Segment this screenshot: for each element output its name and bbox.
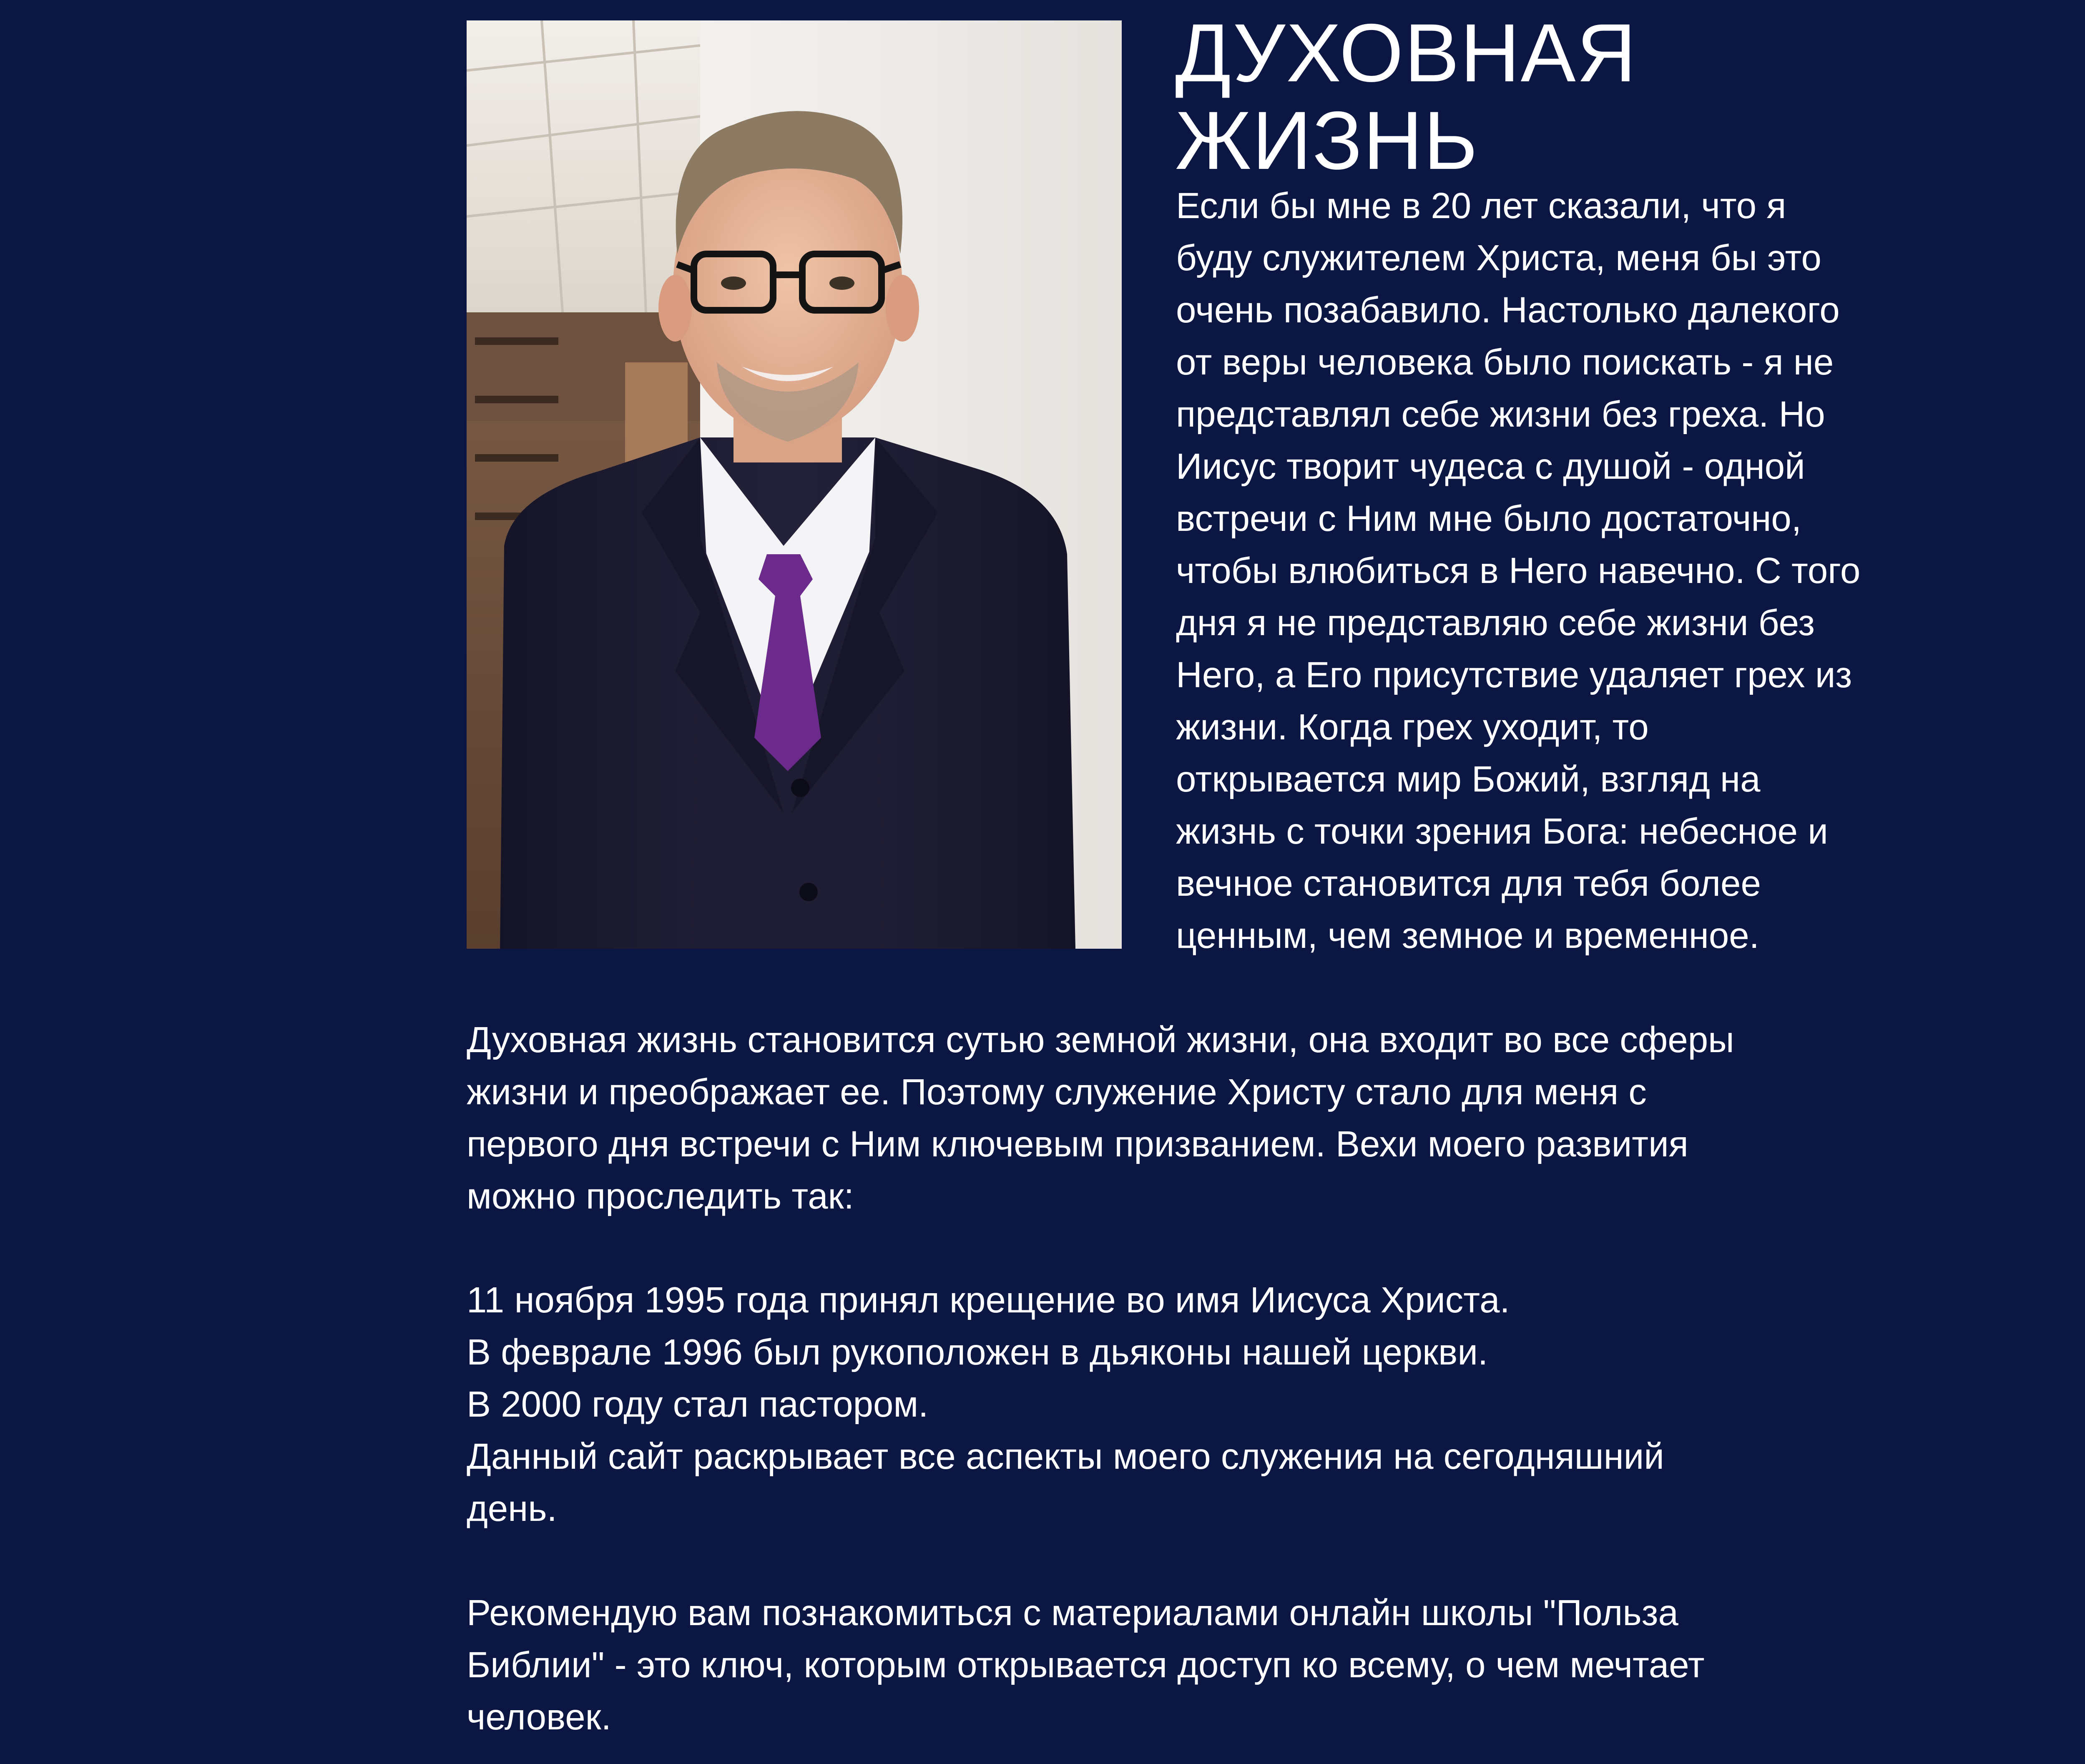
recommendation-line: Библии" - это ключ, которым открывается доступ ко всему, о чем мечтает	[467, 1645, 1705, 1685]
spiritual-life-paragraph	[467, 1014, 1968, 1222]
intro-line: дня я не представляю себе жизни без	[1176, 603, 1815, 643]
milestone-pastor: В 2000 году стал пастором.	[467, 1384, 929, 1425]
intro-line: чтобы влюбиться в Него навечно. С того	[1176, 550, 1861, 591]
recommendation-paragraph	[467, 1587, 1968, 1743]
recommendation-line: Рекомендую вам познакомиться с материалами онлайн школы "Польза	[467, 1593, 1678, 1633]
intro-line: открывается мир Божий, взгляд на	[1176, 759, 1761, 799]
intro-paragraph	[1176, 180, 1927, 962]
page-title-line-1: ДУХОВНАЯ	[1175, 7, 1637, 99]
milestone-deacon: В феврале 1996 был рукоположен в дьяконы нашей церкви.	[467, 1332, 1488, 1372]
intro-line: очень позабавило. Настолько далекого	[1176, 290, 1840, 330]
paragraph-line: можно проследить так:	[467, 1176, 854, 1216]
intro-line: Него, а Его присутствие удаляет грех из	[1176, 655, 1852, 695]
paragraph-line: жизни и преображает ее. Поэтому служение Христу стало для меня с	[467, 1072, 1647, 1112]
intro-line: от веры человека было поискать - я не	[1176, 342, 1834, 382]
intro-line: встречи с Ним мне было достаточно,	[1176, 498, 1801, 539]
milestone-site-cont: день.	[467, 1488, 557, 1529]
intro-line: Иисус творит чудеса с душой - одной	[1176, 446, 1805, 487]
portrait-photo	[467, 20, 1122, 949]
milestone-baptism: 11 ноября 1995 года принял крещение во имя Иисуса Христа.	[467, 1280, 1510, 1320]
milestone-site: Данный сайт раскрывает все аспекты моего служения на сегодняшний	[467, 1436, 1664, 1477]
page-title	[1175, 9, 1884, 184]
recommendation-line: человек.	[467, 1697, 611, 1737]
paragraph-line: Духовная жизнь становится сутью земной жизни, она входит во все сферы	[467, 1020, 1734, 1060]
intro-line: буду служителем Христа, меня бы это	[1176, 238, 1821, 278]
intro-line: жизни. Когда грех уходит, то	[1176, 707, 1649, 747]
milestones-list	[467, 1274, 1968, 1535]
intro-line: вечное становится для тебя более	[1176, 863, 1761, 904]
intro-line: представлял себе жизни без греха. Но	[1176, 394, 1825, 435]
page-title-line-2: ЖИЗНЬ	[1175, 94, 1479, 186]
intro-line: Если бы мне в 20 лет сказали, что я	[1176, 186, 1786, 226]
paragraph-line: первого дня встречи с Ним ключевым призванием. Вехи моего развития	[467, 1124, 1688, 1164]
intro-line: жизнь с точки зрения Бога: небесное и	[1176, 811, 1828, 852]
intro-line: ценным, чем земное и временное.	[1176, 915, 1759, 956]
